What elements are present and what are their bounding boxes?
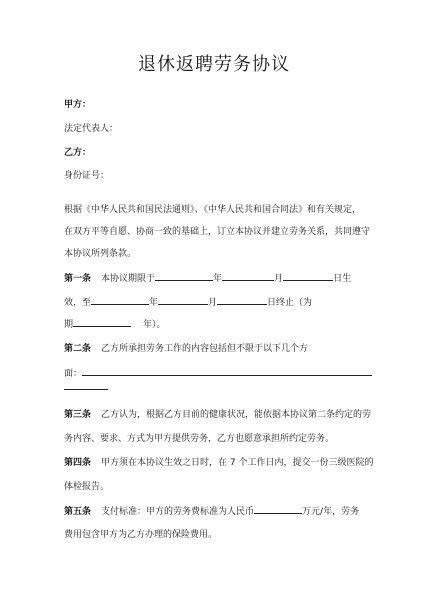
article-2-line-2: 面： (64, 365, 372, 379)
term-years-blank (73, 316, 131, 327)
article-2-line-3 (64, 379, 108, 393)
article-1-label: 第一条 (64, 274, 92, 284)
article-4-line-1: 第四条 甲方须在本协议生效之日时，在 7 个工作日内，提交一份三级医院的 (64, 458, 374, 468)
end-day-blank (217, 294, 267, 305)
article-4-label: 第四条 (64, 458, 92, 468)
start-month-blank (222, 270, 274, 281)
party-a-label: 甲方： (64, 100, 92, 110)
article-5-label: 第五条 (64, 507, 92, 517)
article-2-line-1: 第二条 乙方所承担劳务工作的内容包括但不限于以下几个方 (64, 344, 309, 354)
article-3-line-1: 第三条 乙方认为，根据乙方目前的健康状况，能依据本协议第二条约定的劳 (64, 410, 372, 420)
article-4-line-2: 体检报告。 (64, 482, 110, 492)
end-month-blank (158, 294, 208, 305)
document-title: 退休返聘劳务协议 (138, 54, 290, 75)
intro-line-3: 本协议所列条款。 (64, 249, 137, 259)
article-5-line-2: 费用包含甲方为乙方办理的保险费用。 (64, 530, 218, 540)
article-1-line-1: 第一条 本协议期限于 年 月 日生 (64, 270, 351, 284)
start-day-blank (283, 270, 333, 281)
article-1-line-2: 效，至 年 月 日终止（为 (64, 294, 312, 308)
work-content-blank-1 (82, 365, 372, 376)
article-3-label: 第三条 (64, 410, 92, 420)
id-number-label: 身份证号： (64, 171, 110, 181)
article-3-line-2: 务内容、要求、方式为甲方提供劳务，乙方也愿意承担所约定劳务。 (64, 434, 335, 444)
fee-amount-blank (254, 503, 302, 514)
start-year-blank (155, 270, 213, 281)
article-1-line-3: 期 年）。 (64, 316, 166, 330)
article-5-line-1: 第五条 支付标准：甲方的劳务费标准为人民币 万元/年，劳务 (64, 503, 359, 517)
legal-rep-label: 法定代表人： (64, 124, 119, 134)
work-content-blank-2 (64, 379, 108, 390)
intro-line-1: 根据《中华人民共和国民法通则》、《中华人民共和国合同法》和有关规定， (64, 205, 362, 215)
intro-line-2: 在双方平等自愿、协商一致的基础上，订立本协议并建立劳务关系，共同遵守 (64, 227, 371, 237)
article-2-label: 第二条 (64, 344, 92, 354)
end-year-blank (91, 294, 149, 305)
party-b-label: 乙方： (64, 148, 92, 158)
